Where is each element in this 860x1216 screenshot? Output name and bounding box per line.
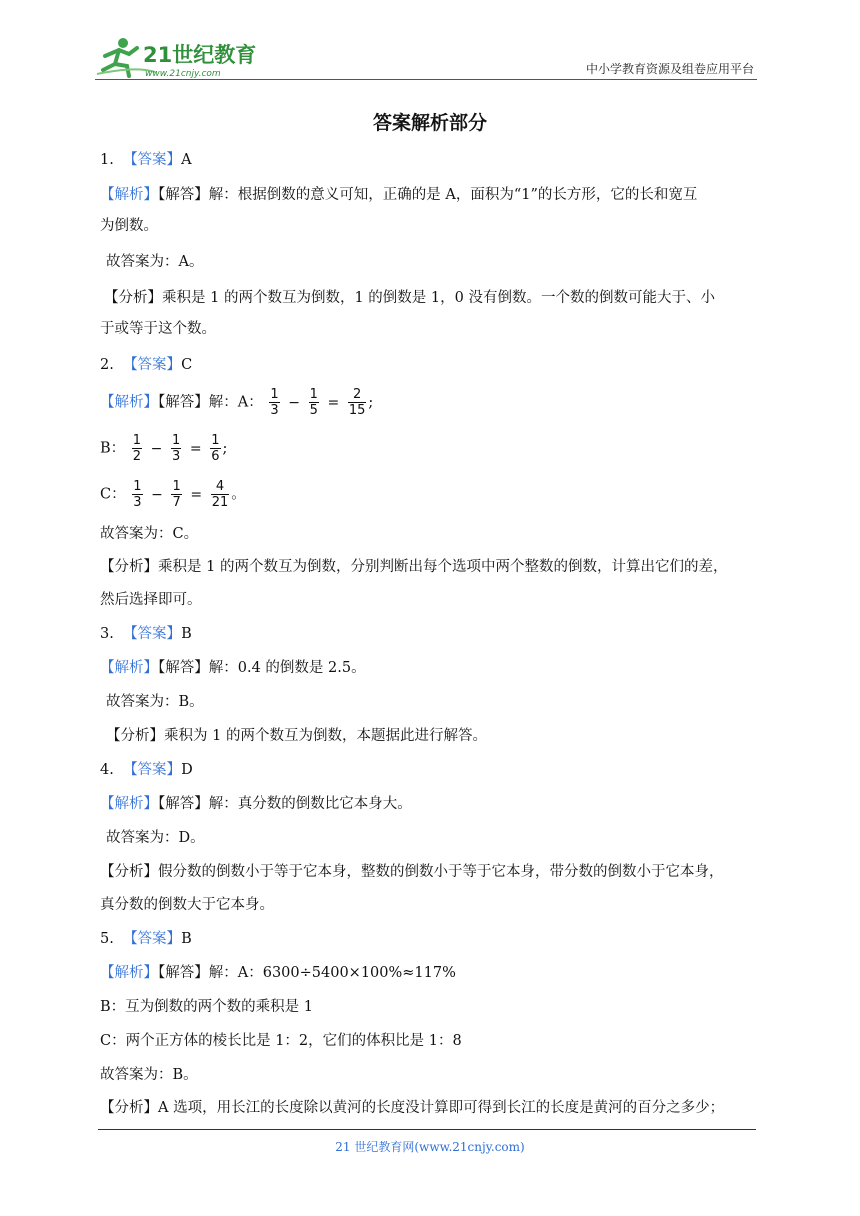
q3-conclusion: 故答案为：B。	[106, 694, 204, 710]
fraction: $\frac{1}{5}$	[309, 387, 318, 418]
q4-answer: 4. 【答案】D	[100, 762, 193, 778]
header-divider	[95, 79, 757, 80]
q1-analysis-line2: 于或等于这个数。	[100, 321, 216, 337]
q1-solution-line1: 【解析】【解答】解：根据倒数的意义可知，正确的是 A，面积为“1”的长方形，它的长和宽互	[100, 187, 698, 203]
q2-solution-a: 【解析】【解答】解：A： $\frac{1}{3}$ − $\frac{1}{5}$ = $\frac{2}{15}$ ;	[100, 387, 374, 418]
fraction: $\frac{1}{3}$	[270, 387, 279, 418]
q4-analysis-line2: 真分数的倒数大于它本身。	[100, 897, 274, 913]
q2-analysis-line1: 【分析】乘积是 1 的两个数互为倒数，分别判断出每个选项中两个整数的倒数，计算出它们的差，	[100, 559, 728, 575]
q4-conclusion: 故答案为：D。	[106, 830, 205, 846]
runner-logo-icon	[95, 36, 260, 80]
q4-analysis-line1: 【分析】假分数的倒数小于等于它本身，整数的倒数小于等于它本身，带分数的倒数小于它本身，	[100, 864, 724, 880]
logo	[95, 36, 260, 80]
svg-text:www.21cnjy.com: www.21cnjy.com	[145, 69, 221, 79]
q5-analysis: 【分析】A 选项，用长江的长度除以黄河的长度没计算即可得到长江的长度是黄河的百分之多少；	[100, 1100, 725, 1116]
q5-solution-b: B：互为倒数的两个数的乘积是 1	[100, 999, 313, 1015]
q5-solution-c: C：两个正方体的棱长比是 1：2，它们的体积比是 1：8	[100, 1033, 462, 1049]
footer-divider	[98, 1129, 756, 1130]
q5-answer: 5. 【答案】B	[100, 931, 192, 947]
svg-text:21世纪教育: 21世纪教育	[143, 43, 257, 67]
fraction: $\frac{1}{7}$	[172, 479, 181, 510]
q2-answer: 2. 【答案】C	[100, 357, 193, 373]
q5-conclusion: 故答案为：B。	[100, 1067, 198, 1083]
fraction: $\frac{1}{3}$	[172, 433, 181, 464]
q2-solution-c: C： $\frac{1}{3}$ − $\frac{1}{7}$ = $\frac{4}{21}$ 。	[100, 479, 246, 510]
q3-analysis: 【分析】乘积为 1 的两个数互为倒数，本题据此进行解答。	[106, 728, 487, 744]
fraction: $\frac{1}{2}$	[132, 433, 142, 464]
fraction: $\frac{4}{21}$	[211, 479, 229, 510]
fraction: $\frac{1}{3}$	[133, 479, 142, 510]
q1-analysis-line1: 【分析】乘积是 1 的两个数互为倒数，1 的倒数是 1，0 没有倒数。一个数的倒数可能大于、小	[104, 290, 715, 306]
page-title: 答案解析部分	[372, 112, 487, 134]
q1-solution-line2: 为倒数。	[100, 218, 158, 234]
q2-conclusion: 故答案为：C。	[100, 526, 199, 542]
q5-solution-a: 【解析】【解答】解：A：6300÷5400×100%≈117%	[100, 965, 456, 981]
fraction: $\frac{2}{15}$	[348, 387, 366, 418]
q2-analysis-line2: 然后选择即可。	[100, 592, 202, 608]
fraction: $\frac{1}{6}$	[211, 433, 220, 464]
platform-label: 中小学教育资源及组卷应用平台	[585, 62, 754, 76]
q2-solution-b: B： $\frac{1}{2}$ − $\frac{1}{3}$ = $\frac{1}{6}$ ;	[100, 433, 228, 464]
q4-solution: 【解析】【解答】解：真分数的倒数比它本身大。	[100, 796, 412, 812]
q3-answer: 3. 【答案】B	[100, 626, 192, 642]
q1-answer: 1. 【答案】A	[100, 152, 192, 168]
footer-link[interactable]: 21 世纪教育网(www.21cnjy.com)	[335, 1140, 525, 1154]
q1-conclusion: 故答案为：A。	[106, 254, 204, 270]
q3-solution: 【解析】【解答】解：0.4 的倒数是 2.5。	[100, 660, 366, 676]
